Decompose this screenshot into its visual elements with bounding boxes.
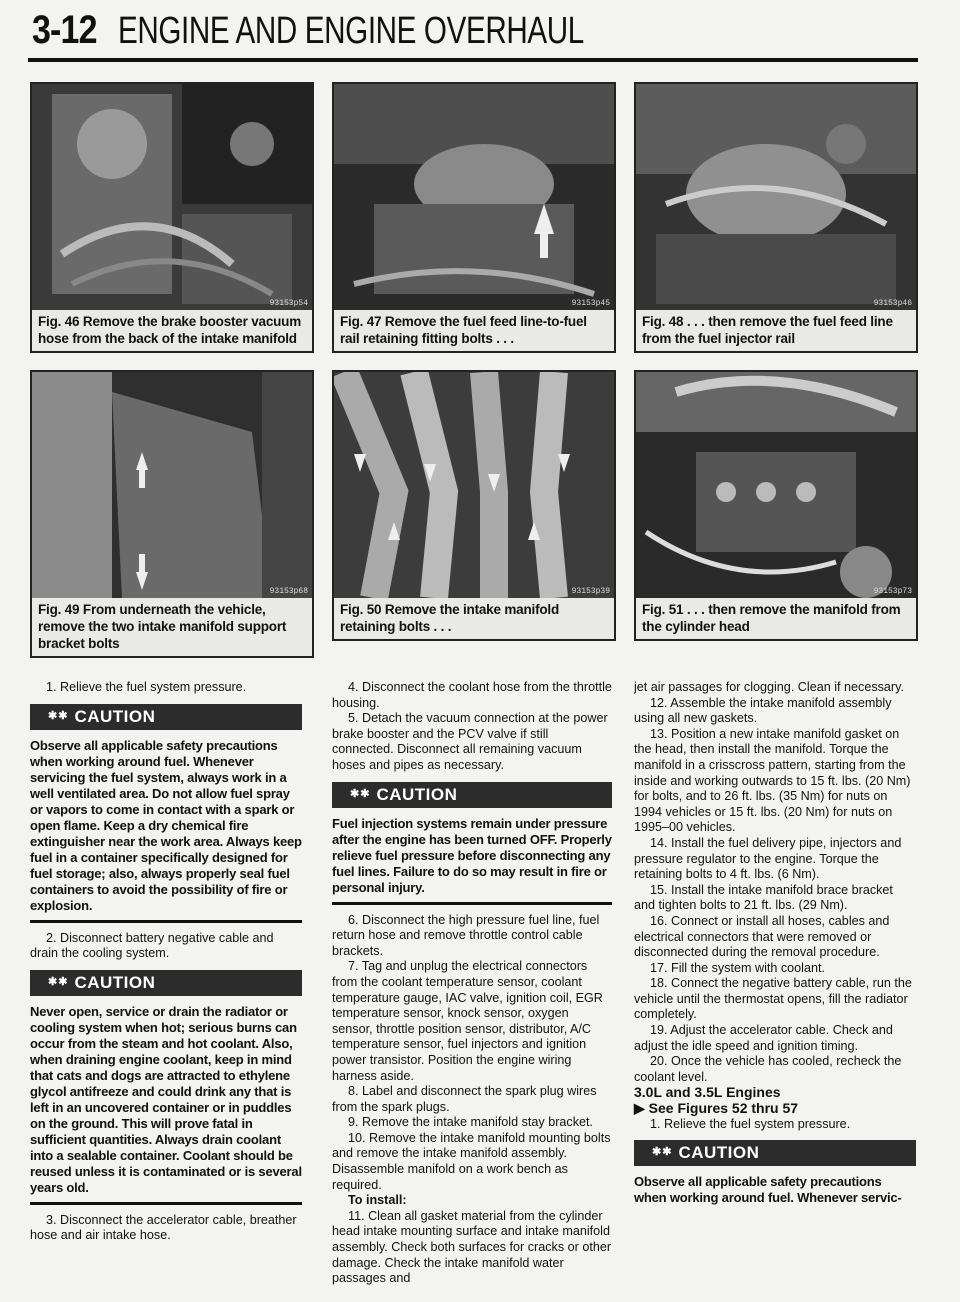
step-8: 8. Label and disconnect the spark plug wires from the spark plugs. — [332, 1084, 597, 1114]
figure-caption: Fig. 49 From underneath the vehicle, remove the two intake manifold support bracket bolts — [38, 602, 287, 651]
figure-caption: Fig. 50 Remove the intake manifold retaining bolts . . . — [340, 602, 560, 634]
caution-icon: ✱✱ — [48, 975, 69, 988]
to-install-heading: To install: — [348, 1193, 407, 1208]
figure-47 — [332, 82, 616, 353]
step-15: 15. Install the intake manifold brace bracket and tighten bolts to 21 ft. lbs. (29 Nm). — [634, 882, 893, 913]
caution-label: CAUTION — [74, 706, 156, 726]
figure-photo — [32, 372, 312, 598]
caution-text: Never open, service or drain the radiator or cooling system when hot; serious burns can occur from the steam and hot coolant. Also, when draining engine coolant, keep in mind that cats and dogs are attracted to ethylene glycol antifreeze and could drink any that is left in an uncovered container or in puddles on the ground. This will prove fatal in sufficient quantities. Always drain coolant into a sealable container. Coolant should be reused unless it is contaminated or is several years old. — [30, 1003, 302, 1195]
step-18: 18. Connect the negative battery cable, run the vehicle until the thermostat opens, fill the radiator completely. — [634, 976, 912, 1022]
figure-49 — [30, 370, 314, 658]
step-12: 12. Assemble the intake manifold assembly using all new gaskets. — [634, 695, 892, 726]
step-11: 11. Clean all gasket material from the cylinder head intake mounting surface and intake manifold assembly. Check both surfaces for cracks or other damage. Check the intake manifold water passages and — [332, 1208, 612, 1286]
figure-code: 93153p45 — [571, 299, 610, 308]
text-column-3 — [634, 680, 916, 1206]
figure-code: 93153p54 — [269, 299, 308, 308]
figure-caption: Fig. 47 Remove the fuel feed line-to-fuel rail retaining fitting bolts . . . — [340, 314, 587, 346]
caution-icon: ✱✱ — [48, 709, 69, 722]
step-4: 4. Disconnect the coolant hose from the throttle housing. — [332, 680, 612, 710]
step-1-v6: 1. Relieve the fuel system pressure. — [650, 1116, 851, 1131]
step-11-continued: jet air passages for clogging. Clean if necessary. — [634, 680, 904, 694]
step-14: 14. Install the fuel delivery pipe, injectors and pressure regulator to the engine. Torque the retaining bolts to 4 ft. lbs. (6 Nm). — [634, 835, 902, 882]
divider — [332, 902, 612, 905]
caution-label: CAUTION — [678, 1143, 760, 1163]
step-20: 20. Once the vehicle has cooled, recheck the coolant level. — [634, 1054, 902, 1084]
figure-photo — [334, 84, 614, 310]
arrow-icon: ▶ — [634, 1100, 649, 1117]
page-header — [0, 0, 960, 62]
step-19: 19. Adjust the accelerator cable. Check and adjust the idle speed and ignition timing. — [634, 1023, 893, 1053]
figure-caption: Fig. 48 . . . then remove the fuel feed line from the fuel injector rail — [642, 314, 893, 346]
caution-text: Fuel injection systems remain under pressure after the engine has been turned OFF. Properly relieve fuel pressure before disconnecting any fuel lines. Failure to do so may result in fire or personal injury. — [332, 815, 612, 895]
step-9: 9. Remove the intake manifold stay bracket. — [348, 1115, 594, 1130]
divider — [30, 920, 302, 923]
step-7: 7. Tag and unplug the electrical connectors from the coolant temperature sensor, coolant temperature gauge, IAC valve, ignition coil, EGR temperature sensor, knock sensor, oxygen sensor, throttle position sensor, distributor, A/C temperature sensor, fuel injectors and ignition power transistor. Position the engine wiring harness aside. — [332, 959, 603, 1083]
see-figures-text: See Figures 52 thru 57 — [648, 1100, 799, 1117]
figure-photo — [334, 372, 614, 598]
caution-text: Observe all applicable safety precautions when working around fuel. Whenever servicing the fuel system, always work in a well ventilated area. Do not allow fuel spray or vapors to come in contact with a spark or open flame. Keep a dry chemical fire extinguisher near the work area. Always keep fuel in a container specifically designed for fuel storage; also, always properly seal fuel containers to avoid the possibility of fire or explosion. — [30, 737, 302, 913]
figure-caption: Fig. 51 . . . then remove the manifold from the cylinder head — [642, 602, 901, 634]
step-2: 2. Disconnect battery negative cable and drain the cooling system. — [30, 930, 274, 961]
figure-photo — [32, 84, 312, 310]
caution-banner — [30, 970, 302, 996]
figure-code: 93153p39 — [571, 587, 610, 596]
figure-50 — [332, 370, 616, 641]
figure-code: 93153p73 — [873, 587, 912, 596]
caution-icon: ✱✱ — [652, 1146, 673, 1159]
caution-banner — [332, 782, 612, 808]
step-3: 3. Disconnect the accelerator cable, breather hose and air intake hose. — [30, 1212, 297, 1243]
step-5: 5. Detach the vacuum connection at the power brake booster and the PCV valve if still connected. Disconnect all remaining vacuum hoses and pipes as necessary. — [332, 711, 608, 772]
figure-caption: Fig. 46 Remove the brake booster vacuum hose from the back of the intake manifold — [38, 314, 302, 346]
figure-photo — [636, 372, 916, 598]
caution-text: Observe all applicable safety precautions when working around fuel. Whenever servic- — [634, 1174, 902, 1206]
step-6: 6. Disconnect the high pressure fuel line, fuel return hose and remove throttle control cable brackets. — [332, 912, 600, 958]
figure-code: 93153p68 — [269, 587, 308, 596]
step-13: 13. Position a new intake manifold gasket on the head, then install the manifold. Torque the manifold in a crisscross pattern, starting from the inside and working outwards to 15 ft. lbs. (20 Nm) for bolts, and to 26 ft. lbs. (35 Nm) for nuts on 1994 vehicles or 15 ft. lbs. (20 Nm) for nuts on 1995–00 vehicles. — [634, 726, 911, 835]
caution-banner — [30, 704, 302, 730]
text-column-2 — [332, 680, 612, 1287]
caution-label: CAUTION — [376, 784, 458, 804]
figure-46 — [30, 82, 314, 353]
caution-banner — [634, 1140, 916, 1166]
step-1: 1. Relieve the fuel system pressure. — [46, 680, 247, 694]
figure-photo — [636, 84, 916, 310]
step-17: 17. Fill the system with coolant. — [650, 960, 825, 975]
see-figures-ref — [634, 1101, 916, 1117]
step-10: 10. Remove the intake manifold mounting bolts and remove the intake manifold assembly. Disassemble manifold on a work bench as required. — [332, 1130, 611, 1192]
divider — [30, 1202, 302, 1205]
caution-icon: ✱✱ — [350, 787, 371, 800]
step-16: 16. Connect or install all hoses, cables and electrical connectors that were removed or disconnected during the removal procedure. — [634, 913, 890, 960]
figure-51 — [634, 370, 918, 641]
header-rule — [28, 58, 918, 62]
page-number: 3-12 — [32, 8, 97, 52]
caution-label: CAUTION — [74, 972, 156, 992]
section-heading: 3.0L and 3.5L Engines — [634, 1084, 781, 1101]
figure-code: 93153p46 — [873, 299, 912, 308]
page-title: ENGINE AND ENGINE OVERHAUL — [118, 10, 584, 52]
text-column-1 — [30, 680, 302, 1244]
figure-48 — [634, 82, 918, 353]
